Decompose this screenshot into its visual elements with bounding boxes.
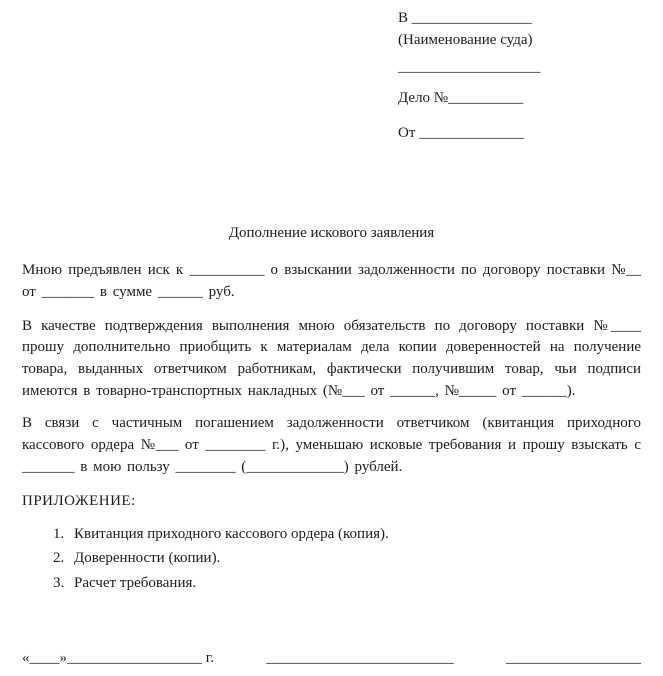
footer-date-line: «____»__________________ г. [22, 650, 214, 667]
paragraph-claim-filed: Мною предъявлен иск к __________ о взыскании задолженности по договору поставки №__ от _______ в сумме ______ руб. [22, 262, 641, 300]
court-name-line: В ________________ [398, 10, 532, 26]
court-header-block [398, 8, 641, 145]
court-name-caption: (Наименование суда) [398, 31, 533, 48]
attachments-heading: ПРИЛОЖЕНИЕ: [22, 492, 136, 509]
footer-name-line: __________________ [506, 650, 641, 667]
claimant-blank-line: ___________________ [398, 59, 541, 76]
attachment-item-receipt: 1. Квитанция приходного кассового ордера (копия). [68, 524, 641, 546]
case-number-line: Дело №__________ [398, 90, 524, 107]
footer-signature-line: _________________________ [266, 650, 454, 667]
signature-footer [22, 648, 641, 670]
paragraph-evidence-request: В качестве подтверждения выполнения мною обязательств по договору поставки №____ прошу дополнительно приобщить к материалам дела копии доверенностей на получение товара, выданных ответчиком работникам, фактически получившим товар, чьи подписи имеются в товарно-транспортных накладных (№___ от ______, №_____ от ______). [22, 317, 641, 399]
attachments-list [22, 524, 641, 594]
attachment-item-powers-of-attorney: 2. Доверенности (копии). [68, 548, 641, 570]
document-title: Дополнение искового заявления [228, 224, 435, 241]
attachment-item-claim-calculation: 3. Расчет требования. [68, 573, 641, 595]
paragraph-claim-reduction: В связи с частичным погашением задолженности ответчиком (квитанция приходного кассового ордера №___ от ________ г.), уменьшаю исковые требования и прошу взыскать с _______ в мою пользу ________ (_____________) рублей. [22, 415, 641, 475]
from-line: От ______________ [398, 124, 525, 141]
